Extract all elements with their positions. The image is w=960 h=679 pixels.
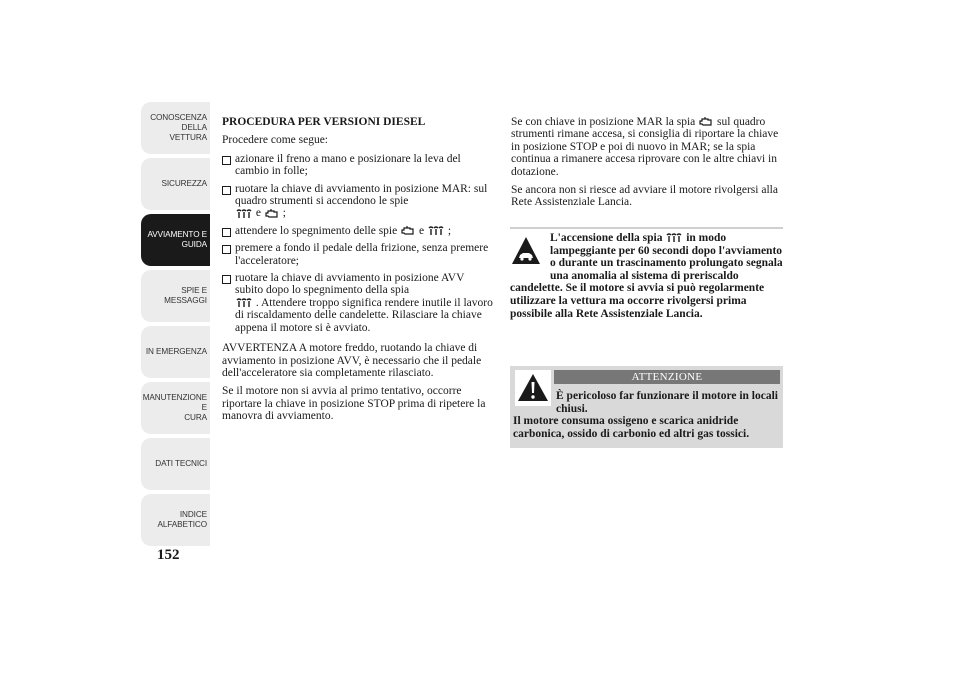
paragraph-avvertenza: AVVERTENZA A motore freddo, ruotando la chiave di avviamento in posizione AVV, è necessario che il pedale dell'acceleratore sia completamente rilasciato. (222, 342, 482, 379)
tab-sicurezza[interactable]: SICUREZZA (141, 158, 210, 210)
checkbox-bullet-icon (222, 156, 231, 165)
list-item: ruotare la chiave di avviamento in posizione AVV subito dopo lo spegnimento della spia . Attendere troppo significa rendere inutile il lavoro di riscaldamento delle candelette. Rilasciare la chiave appena il motore si è avviato. (222, 272, 494, 334)
tab-in-emergenza[interactable]: IN EMERGENZA (141, 326, 210, 378)
glow-plug-icon (235, 298, 253, 308)
paragraph-mar: Se con chiave in posizione MAR la spia sul quadro strumenti rimane accesa, si consiglia di riportare la chiave in posizione STOP e poi di nuovo in MAR; se la spia continua a rimanere accesa riprovare con le altre chiavi in dotazione. (511, 116, 779, 178)
warning-box (510, 366, 783, 448)
engine-fault-icon (400, 225, 416, 237)
engine-fault-icon (264, 208, 280, 220)
checkbox-bullet-icon (222, 228, 231, 237)
tab-manutenzione-e-cura[interactable]: MANUTENZIONE E CURA (141, 382, 210, 434)
tab-avviamento-e-guida[interactable]: AVVIAMENTO E GUIDA (141, 214, 210, 266)
list-item: attendere lo spegnimento delle spie e ; (222, 225, 494, 237)
engine-fault-icon (698, 116, 714, 128)
list-item: azionare il freno a mano e posizionare la leva del cambio in folle; (222, 153, 494, 178)
list-item: ruotare la chiave di avviamento in posizione MAR: sul quadro strumenti si accendono le spie e ; (222, 183, 494, 220)
tab-spie-e-messaggi[interactable]: SPIE E MESSAGGI (141, 270, 210, 322)
right-column (511, 116, 783, 215)
section-heading: PROCEDURA PER VERSIONI DIESEL (222, 116, 426, 128)
list-item: premere a fondo il pedale della frizione, senza premere l'acceleratore; (222, 242, 494, 267)
intro-text: Procedere come segue: (222, 134, 329, 147)
page-number: 152 (157, 547, 180, 563)
tab-indice-alfabetico[interactable]: INDICE ALFABETICO (141, 494, 210, 546)
checkbox-bullet-icon (222, 275, 231, 284)
checkbox-bullet-icon (222, 245, 231, 254)
checkbox-bullet-icon (222, 186, 231, 195)
note-box: L'accensione della spia in modo lampeggiante per 60 secondi dopo l'avviamento o durante un trascinamento prolungato segnala una anomalia al sistema di preriscaldo candelette. Se il motore si avvia si può regolarmente utilizzare la vettura ma occorre rivolgersi prima possibile alla Rete Assistenziale Lancia. (510, 232, 783, 320)
warning-text: È pericoloso far funzionare il motore in locali chiusi. Il motore consuma ossigeno e scarica anidride carbonica, ossido di carbonio ed altri gas tossici. (513, 390, 778, 440)
car-warning-icon (510, 234, 542, 268)
divider (510, 227, 783, 229)
glow-plug-icon (427, 226, 445, 236)
glow-plug-icon (665, 233, 683, 243)
glow-plug-icon (235, 209, 253, 219)
tab-conoscenza-della-vettura[interactable]: CONOSCENZA DELLA VETTURA (141, 102, 210, 154)
warning-title: ATTENZIONE (554, 370, 780, 384)
paragraph-retry: Se il motore non si avvia al primo tentativo, occorre riportare la chiave in posizione STOP prima di ripetere la manovra di avviamento. (222, 385, 486, 423)
left-column (222, 116, 494, 429)
paragraph-assistance: Se ancora non si riesce ad avviare il motore rivolgersi alla Rete Assistenziale Lancia. (511, 184, 778, 209)
tab-dati-tecnici[interactable]: DATI TECNICI (141, 438, 210, 490)
